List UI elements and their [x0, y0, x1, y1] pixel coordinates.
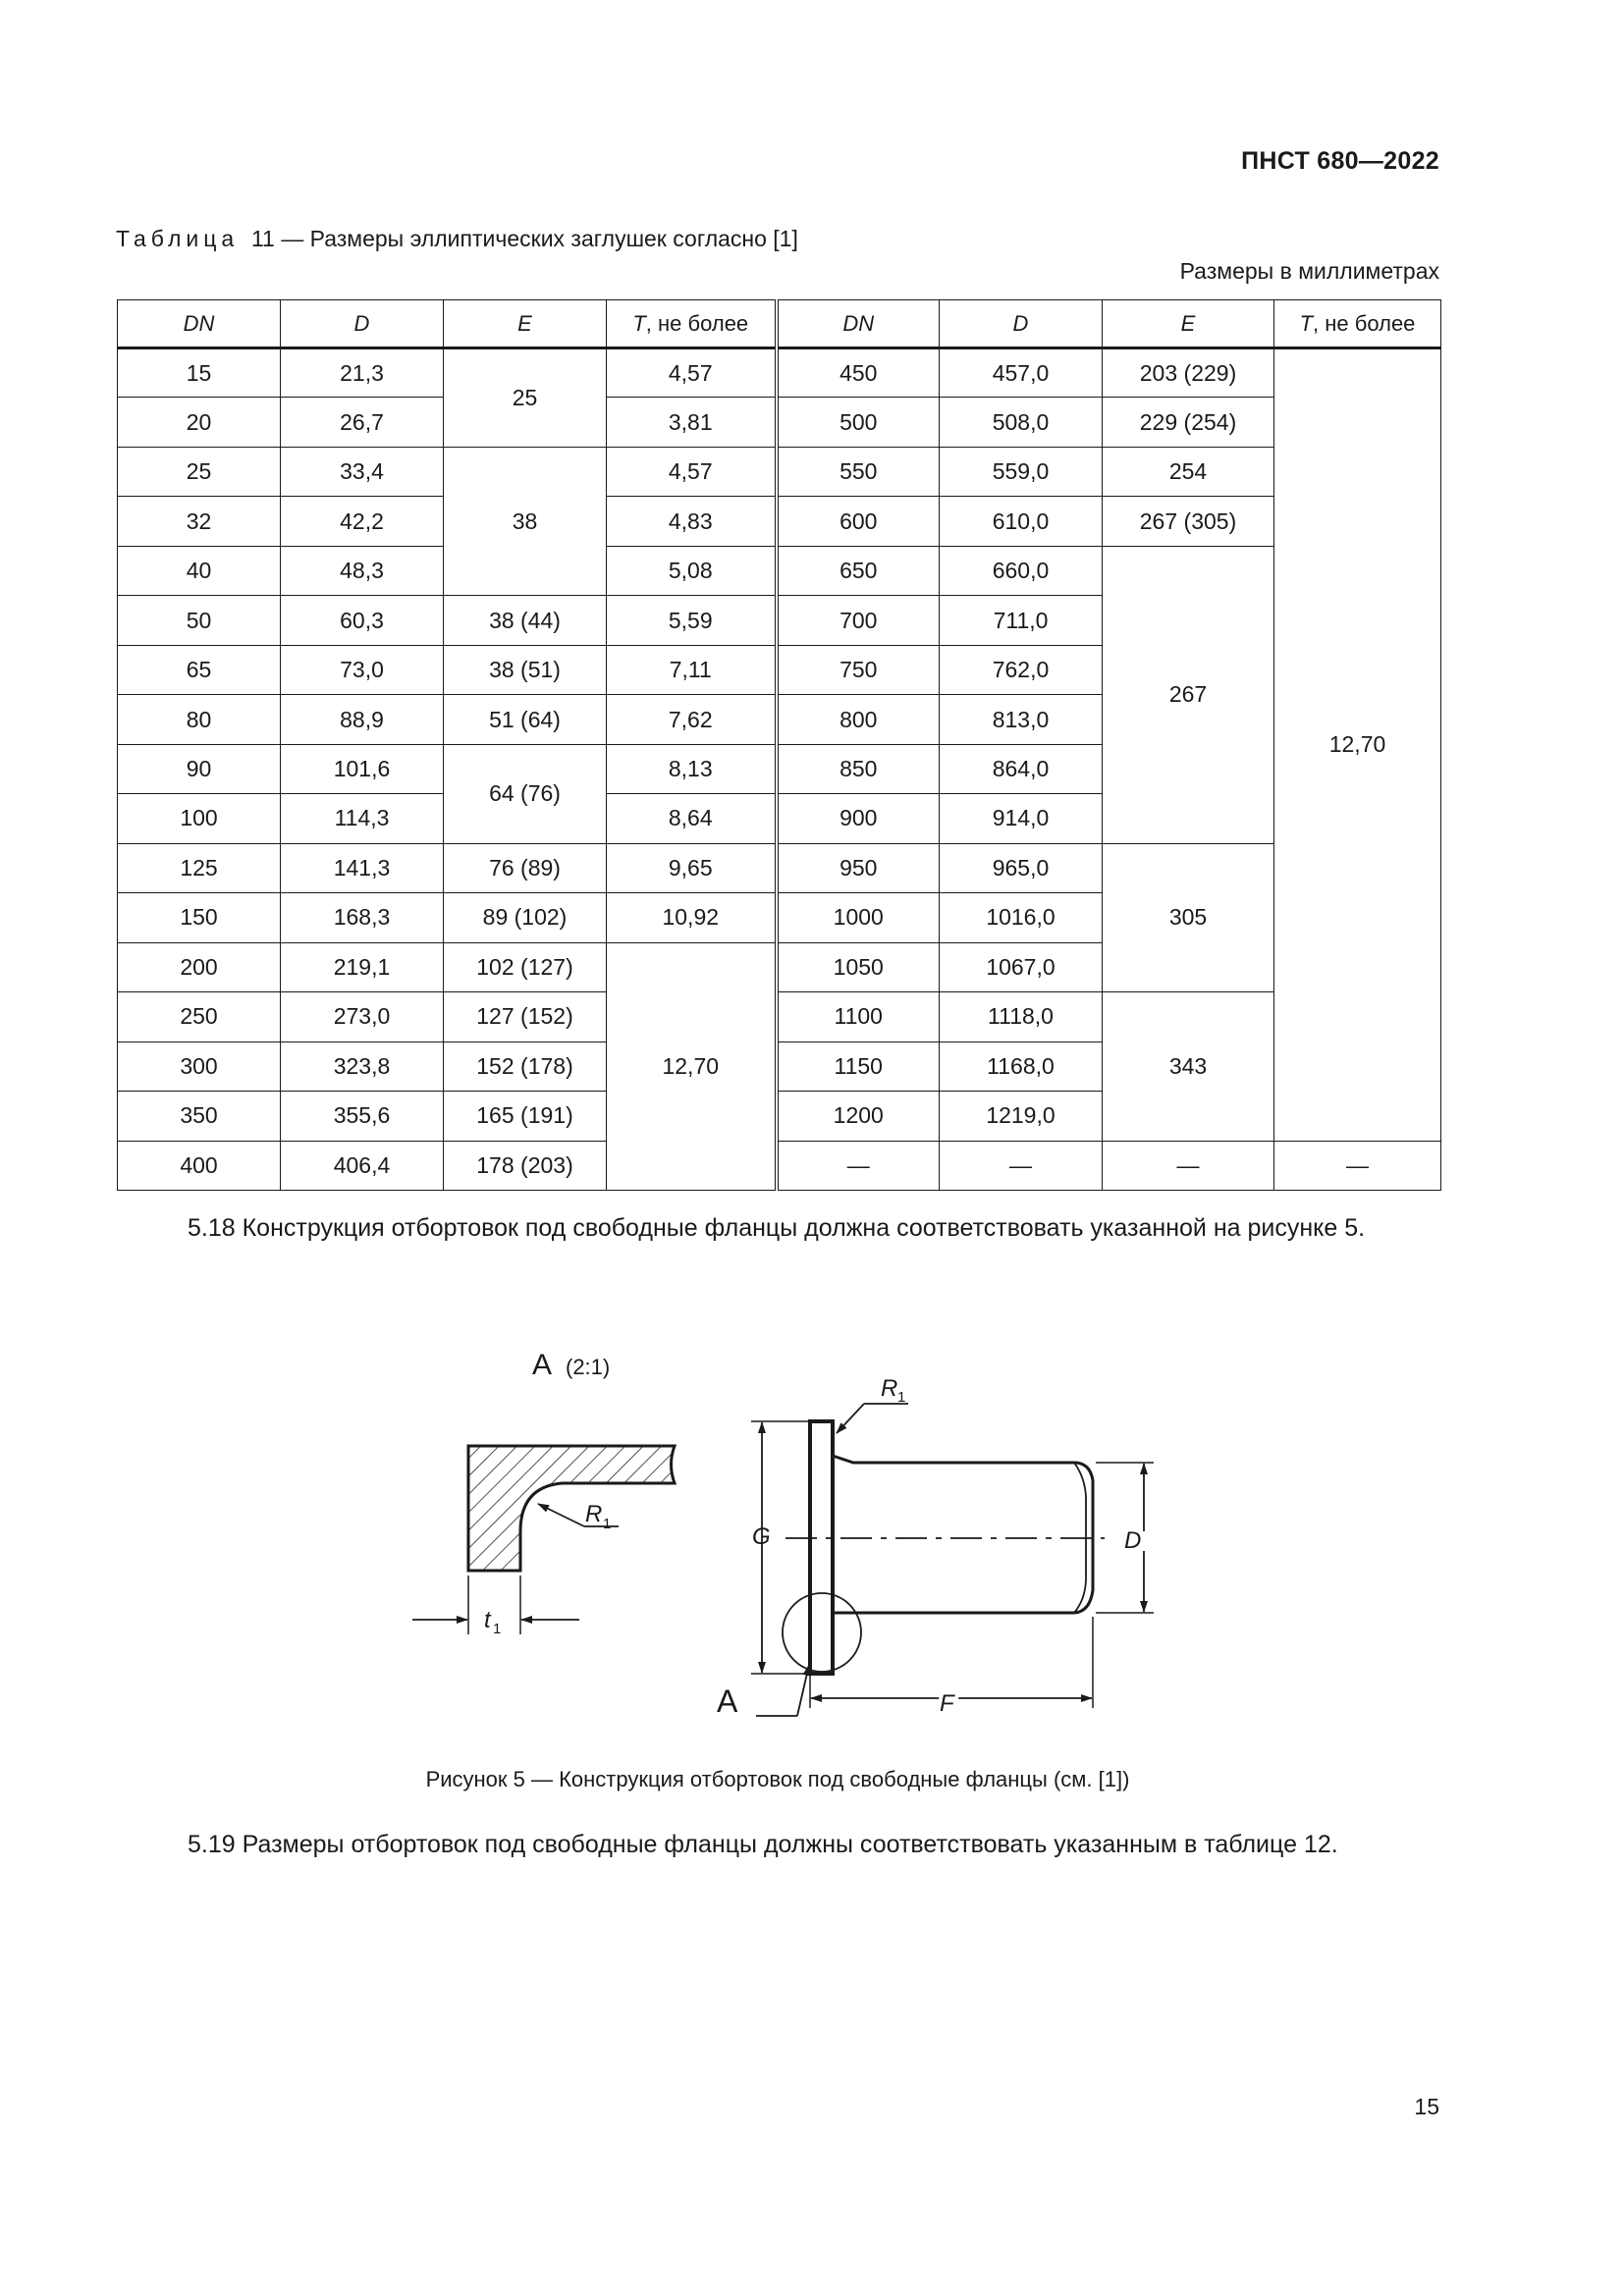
table-row: [118, 398, 1441, 447]
cell-d: 88,9: [281, 695, 444, 744]
cell-d: 21,3: [281, 348, 444, 398]
r1-leader-main: [837, 1404, 864, 1433]
table-caption-text: 11 — Размеры эллиптических заглушек согласно [1]: [250, 226, 798, 251]
cell-dn: 650: [777, 546, 940, 595]
cell-d: 762,0: [940, 645, 1103, 694]
detail-a-hatched-section: [468, 1446, 675, 1571]
cell-dn: 1150: [777, 1041, 940, 1091]
cell-d: 48,3: [281, 546, 444, 595]
document-code: ПНСТ 680—2022: [1241, 147, 1439, 175]
cell-e: 178 (203): [444, 1141, 607, 1191]
cell-dn: 550: [777, 447, 940, 496]
cell-t: 7,11: [607, 645, 777, 694]
cell-d: 355,6: [281, 1092, 444, 1141]
cell-dn: 250: [118, 992, 281, 1041]
cell-dn: 20: [118, 398, 281, 447]
cell-t: 5,08: [607, 546, 777, 595]
cell-t: 8,64: [607, 794, 777, 843]
cell-e: 51 (64): [444, 695, 607, 744]
table-row: [118, 546, 1441, 595]
r1-leader-detail: [538, 1504, 584, 1526]
cell-t-merged: 12,70: [607, 942, 777, 1190]
cell-d: 42,2: [281, 497, 444, 546]
cell-e: 267 (305): [1103, 497, 1274, 546]
header-dn-left: DN: [118, 300, 281, 348]
cell-dn: 25: [118, 447, 281, 496]
cell-e: 38 (44): [444, 596, 607, 645]
cell-e: 25: [444, 348, 607, 448]
cell-d: 1118,0: [940, 992, 1103, 1041]
cell-d: 273,0: [281, 992, 444, 1041]
cell-e: 254: [1103, 447, 1274, 496]
table-caption-word: Таблица: [116, 226, 240, 251]
cell-d: 457,0: [940, 348, 1103, 398]
cell-d: 26,7: [281, 398, 444, 447]
cell-t: 4,83: [607, 497, 777, 546]
cell-d: 660,0: [940, 546, 1103, 595]
cell-t: 8,13: [607, 744, 777, 793]
cell-t: 10,92: [607, 893, 777, 942]
table-header-row: [118, 300, 1441, 348]
header-t-right: T, не более: [1274, 300, 1441, 348]
cell-t: 4,57: [607, 348, 777, 398]
cell-d: 323,8: [281, 1041, 444, 1091]
cell-d: 508,0: [940, 398, 1103, 447]
cell-dn: 125: [118, 843, 281, 892]
cell-d: 73,0: [281, 645, 444, 694]
cell-d: —: [940, 1141, 1103, 1191]
cell-e: 152 (178): [444, 1041, 607, 1091]
paragraph-5-19: 5.19 Размеры отбортовок под свободные фланцы должны соответствовать указанным в таблице 12.: [188, 1831, 1338, 1858]
cell-e: 76 (89): [444, 843, 607, 892]
page-number: 15: [1414, 2094, 1439, 2119]
cell-d: 864,0: [940, 744, 1103, 793]
table-caption: [116, 226, 798, 252]
cell-t: 3,81: [607, 398, 777, 447]
detail-scale-label: (2:1): [566, 1355, 611, 1379]
t1-sub: 1: [493, 1621, 502, 1637]
cell-e: 203 (229): [1103, 348, 1274, 398]
cell-dn: 900: [777, 794, 940, 843]
cell-e: 305: [1103, 843, 1274, 991]
flange-collar: [810, 1421, 833, 1674]
header-dn-right: DN: [777, 300, 940, 348]
cell-dn: 15: [118, 348, 281, 398]
cell-e: 267: [1103, 546, 1274, 843]
cell-t: 7,62: [607, 695, 777, 744]
cell-dn: 500: [777, 398, 940, 447]
cell-dn: 200: [118, 942, 281, 991]
cell-dn: 950: [777, 843, 940, 892]
cell-d: 101,6: [281, 744, 444, 793]
cell-e: 229 (254): [1103, 398, 1274, 447]
cell-e: 38: [444, 447, 607, 595]
cell-e: 64 (76): [444, 744, 607, 843]
cell-d: 914,0: [940, 794, 1103, 843]
cell-t: 9,65: [607, 843, 777, 892]
cell-dn: 80: [118, 695, 281, 744]
cell-dn: 150: [118, 893, 281, 942]
cell-dn: 700: [777, 596, 940, 645]
figure-5-caption: Рисунок 5 — Конструкция отбортовок под свободные фланцы (см. [1]): [425, 1767, 1130, 1791]
cell-d: 711,0: [940, 596, 1103, 645]
cell-dn: 300: [118, 1041, 281, 1091]
cell-d: 168,3: [281, 893, 444, 942]
header-d-left: D: [281, 300, 444, 348]
cell-d: 60,3: [281, 596, 444, 645]
cell-dn: 800: [777, 695, 940, 744]
cell-d: 610,0: [940, 497, 1103, 546]
cell-dn: 40: [118, 546, 281, 595]
cell-dn: 600: [777, 497, 940, 546]
g-label: G: [752, 1523, 771, 1550]
figure-5-drawing: [393, 1335, 1178, 1728]
cell-dn: 1200: [777, 1092, 940, 1141]
cell-d: 1016,0: [940, 893, 1103, 942]
header-e-right: E: [1103, 300, 1274, 348]
cell-dn: 100: [118, 794, 281, 843]
r1-label-detail: R: [585, 1501, 603, 1527]
cell-t: —: [1274, 1141, 1441, 1191]
detail-a-callout-label: А: [717, 1683, 738, 1719]
cell-dn: 400: [118, 1141, 281, 1191]
cell-dn: 1050: [777, 942, 940, 991]
dimensions-table: [117, 299, 1441, 1191]
cell-d: 141,3: [281, 843, 444, 892]
cell-dn: 1000: [777, 893, 940, 942]
cell-dn: 90: [118, 744, 281, 793]
d-label: D: [1124, 1527, 1142, 1554]
cell-d: 965,0: [940, 843, 1103, 892]
cell-dn: —: [777, 1141, 940, 1191]
cell-d: 219,1: [281, 942, 444, 991]
r1-sub-main: 1: [897, 1389, 906, 1406]
cell-e: 89 (102): [444, 893, 607, 942]
cell-d: 33,4: [281, 447, 444, 496]
header-t-left: T, не более: [607, 300, 777, 348]
cell-e: 165 (191): [444, 1092, 607, 1141]
table-row: [118, 497, 1441, 546]
table-row: [118, 992, 1441, 1041]
cell-e: —: [1103, 1141, 1274, 1191]
detail-a-label: А: [532, 1349, 553, 1381]
cell-t: 5,59: [607, 596, 777, 645]
table-row: [118, 1141, 1441, 1191]
cell-d: 1168,0: [940, 1041, 1103, 1091]
cell-d: 1067,0: [940, 942, 1103, 991]
paragraph-5-18: 5.18 Конструкция отбортовок под свободные фланцы должна соответствовать указанной на рисунке 5.: [188, 1214, 1366, 1242]
cell-d: 813,0: [940, 695, 1103, 744]
cell-dn: 450: [777, 348, 940, 398]
cell-dn: 1100: [777, 992, 940, 1041]
units-note: Размеры в миллиметрах: [1179, 258, 1439, 284]
cell-dn: 850: [777, 744, 940, 793]
cell-dn: 32: [118, 497, 281, 546]
cell-d: 1219,0: [940, 1092, 1103, 1141]
table-row: [118, 348, 1441, 398]
f-label: F: [940, 1690, 954, 1717]
table-row: [118, 843, 1441, 892]
cell-dn: 750: [777, 645, 940, 694]
cell-t: 4,57: [607, 447, 777, 496]
cell-e: 102 (127): [444, 942, 607, 991]
cell-e: 343: [1103, 992, 1274, 1141]
pipe-body-outline: [833, 1456, 1093, 1613]
r1-label-main: R: [881, 1375, 898, 1402]
cell-dn: 350: [118, 1092, 281, 1141]
cell-e: 38 (51): [444, 645, 607, 694]
r1-sub-detail: 1: [603, 1516, 612, 1532]
t1-label: t: [484, 1607, 491, 1633]
cell-d: 559,0: [940, 447, 1103, 496]
cell-d: 114,3: [281, 794, 444, 843]
detail-a-leader-slant: [797, 1665, 809, 1716]
cell-dn: 50: [118, 596, 281, 645]
cell-e: 127 (152): [444, 992, 607, 1041]
detail-a-callout-circle: [783, 1593, 861, 1672]
header-e-left: E: [444, 300, 607, 348]
cell-t-merged: 12,70: [1274, 348, 1441, 1142]
cell-d: 406,4: [281, 1141, 444, 1191]
cell-dn: 65: [118, 645, 281, 694]
table-row: [118, 447, 1441, 496]
header-d-right: D: [940, 300, 1103, 348]
